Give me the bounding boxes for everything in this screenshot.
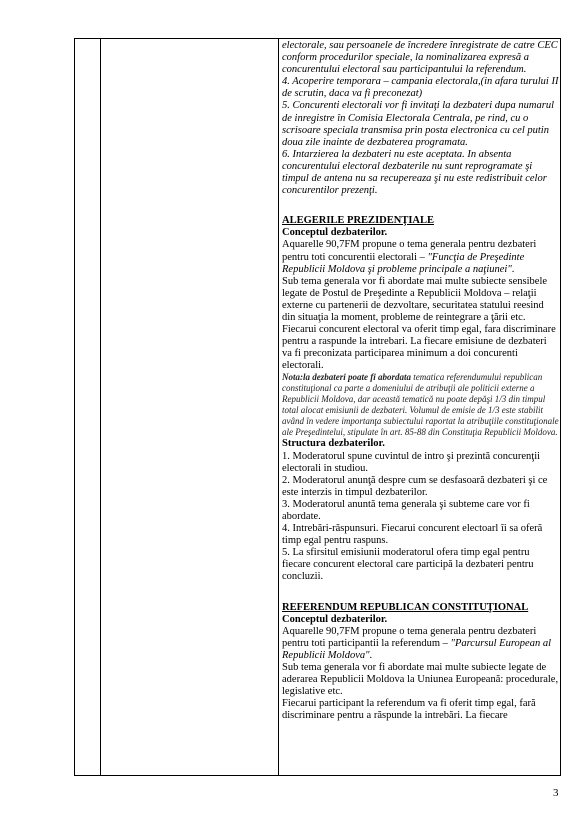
section-title: ALEGERILE PREZIDENŢIALE: [282, 215, 434, 227]
table-column-1: [75, 39, 101, 775]
table-column-3: [280, 39, 559, 775]
concept-paragraph: Aquarelle 90,7FM propune o tema generala pentru dezbateri pentru toti concurentii electorali – "Funcţia de Preşedinte Republicii Moldova şi probleme principale a naţiunei".: [282, 239, 537, 275]
structure-item: 3. Moderatorul anuntă tema generala şi subteme care vor fi abordate.: [282, 498, 530, 522]
concept-paragraph: Sub tema generala vor fi abordate mai multe subiecte legate de aderarea Republicii Moldova la Uniunea Europeană: procedurale, legislative etc.: [282, 662, 559, 698]
concept-paragraph: Sub tema generala vor fi abordate mai multe subiecte sensibele legate de Postul de Preşedinte a Republicii Moldova – relaţii externe cu partenerii de dezvoltare, securitatea statului reesind din situaţia la moment, probleme de reintegrare a ţării etc.: [282, 275, 548, 323]
presidential-section: [282, 215, 559, 583]
intro-paragraph: electorale, sau persoanele de încredere înregistrate de catre CEC conform procedurilor speciale, la nominalizarea expresă a concurentului electoral sau participantului la referendum.: [282, 40, 558, 76]
referendum-section: [282, 602, 559, 723]
concept-paragraph: Fiecarui participant la referendum va fi oferit timp egal, fară discriminare pentru a răspunde la intrebări. La fiecare: [282, 698, 536, 722]
note-paragraph: Nota:la dezbateri poate fi abordata tematica referendumului republican constituţional ca parte a domeniului de atribuţii ale politicii externe a Republicii Moldova, dar această tematică nu poate depăşi 1/3 din timpul total alocat emisiunii de dezbateri. Volumul de emisie de 1/3 este stabilit având în vedere importanţa subiectului raportat la atribuţiile constituţionale ale Preşedintelui, stipulate în art. 85-88 din Constituţia Republicii Moldova.: [282, 372, 559, 438]
concept-paragraph: Aquarelle 90,7FM propune o tema generala pentru dezbateri pentru toti participantii la referendum – "Parcursul European al Republicii Moldova".: [282, 625, 551, 661]
intro-paragraph: 5. Concurenti electorali vor fi invitaţi la dezbateri dupa numarul de inregistre în Comisia Electorala Centrala, pe rind, cu o scrisoare speciala transmisa prin posta electronica cu cel putin doua zile inainte de dezbaterea programata.: [282, 100, 555, 148]
section-title: REFERENDUM REPUBLICAN CONSTITUŢIONAL: [282, 601, 529, 613]
concept-heading: Conceptul dezbaterilor.: [282, 613, 388, 625]
structure-item: 4. Intrebări-răspunsuri. Fiecarui concurent electoarl îi sa oferă timp egal pentru raspuns.: [282, 523, 543, 547]
table-column-2: [101, 39, 279, 775]
structure-item: 1. Moderatorul spune cuvintul de intro şi prezintă concurenţii electorali in studiou.: [282, 450, 541, 474]
concept-paragraph: Fiecarui concurent electoral va oferit timp egal, fara discriminare pentru a raspunde la intrebari. La fiecare emisiune de dezbateri va fi preconizata participarea minimum a doi concurenti electorali.: [282, 324, 556, 372]
intro-paragraph: 6. Intarzierea la dezbateri nu este aceptata. In absenta concurentului electoral dezbaterile nu sunt reprogramate şi timpul de antena nu sa recupereaza şi nu este redistribuit celor concurentilor prezenţi.: [282, 148, 547, 197]
document-table: [74, 38, 561, 776]
intro-section: [282, 40, 559, 197]
concept-heading: Conceptul dezbaterilor.: [282, 227, 388, 239]
structure-item: 5. La sfirsitul emisiunii moderatorul ofera timp egal pentru fiecare concurent electoral care participă la dezbateri pentru concluzii.: [282, 547, 534, 583]
page-number: 3: [553, 787, 559, 799]
structure-heading: Structura dezbaterilor.: [282, 438, 385, 450]
intro-paragraph: 4. Acoperire temporara – campania electorala,(in afara turului II de scrutin, daca va fi preconezat): [282, 76, 559, 100]
structure-item: 2. Moderatorul anunţă despre cum se desfasoară dezbateri şi ce este interzis in timpul dezbaterilor.: [282, 474, 548, 498]
